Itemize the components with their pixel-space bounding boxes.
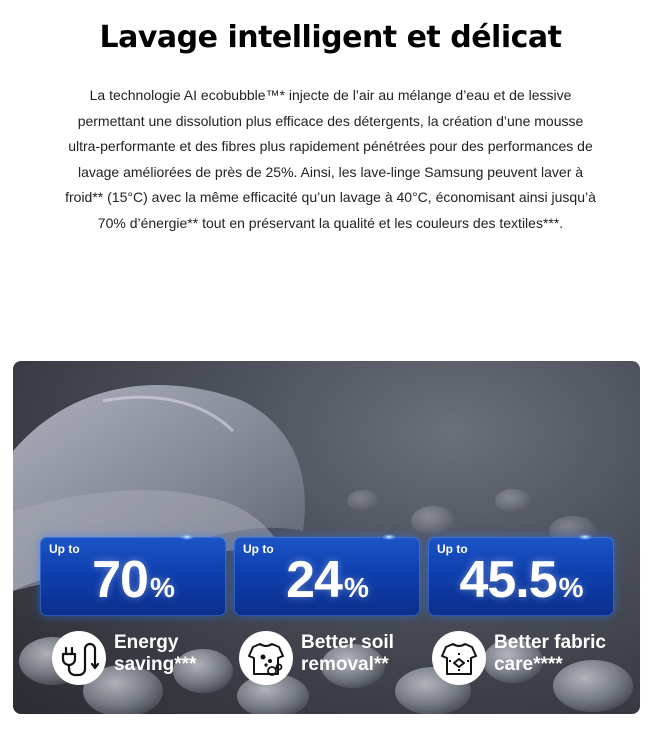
stat-unit: %: [558, 572, 583, 603]
soil-removal-icon: [239, 631, 293, 685]
glint-decoration: [180, 534, 194, 540]
stat-card-fabric: [428, 537, 614, 616]
stat-number: 70: [92, 551, 148, 609]
stat-value: [234, 550, 420, 618]
stat-card-energy: [40, 537, 226, 616]
feature-label: Energy saving***: [114, 632, 197, 675]
fabric-care-icon: [432, 631, 486, 685]
stat-card-soil: [234, 537, 420, 616]
stat-value: [40, 550, 226, 618]
hero-banner: [13, 361, 640, 714]
stat-prefix: Up to: [437, 542, 468, 556]
glint-decoration: [578, 534, 592, 540]
stat-unit: %: [149, 572, 174, 603]
stat-unit: %: [343, 572, 368, 603]
feature-fabric-care: [432, 629, 632, 685]
stat-value: [428, 550, 614, 618]
stat-prefix: Up to: [243, 542, 274, 556]
description-text: La technologie AI ecobubble™* injecte de l’air au mélange d’eau et de lessive permettant une dissolution plus efficace des détergents, la création d’une mousse ultra-performante et des fibres plus rapidement pénétrées pour des performances de lavage améliorées de près de 25%. Ainsi, les lave-linge Samsung peuvent laver à froid** (15°C) avec la même efficacité qu’un lavage à 40°C, économisant ainsi jusqu’à 70% d’énergie** tout en préservant la qualité et les couleurs des textiles***.: [65, 87, 596, 231]
feature-energy-saving: [52, 629, 232, 685]
page-title: Lavage intelligent et délicat: [99, 20, 562, 55]
feature-soil-removal: [239, 629, 429, 685]
energy-plug-icon: [52, 631, 106, 685]
stat-number: 45.5: [459, 551, 557, 609]
stat-prefix: Up to: [49, 542, 80, 556]
feature-label: Better fabric care****: [494, 632, 606, 675]
glint-decoration: [382, 534, 396, 540]
stat-number: 24: [286, 551, 342, 609]
feature-label: Better soil removal**: [301, 632, 394, 675]
